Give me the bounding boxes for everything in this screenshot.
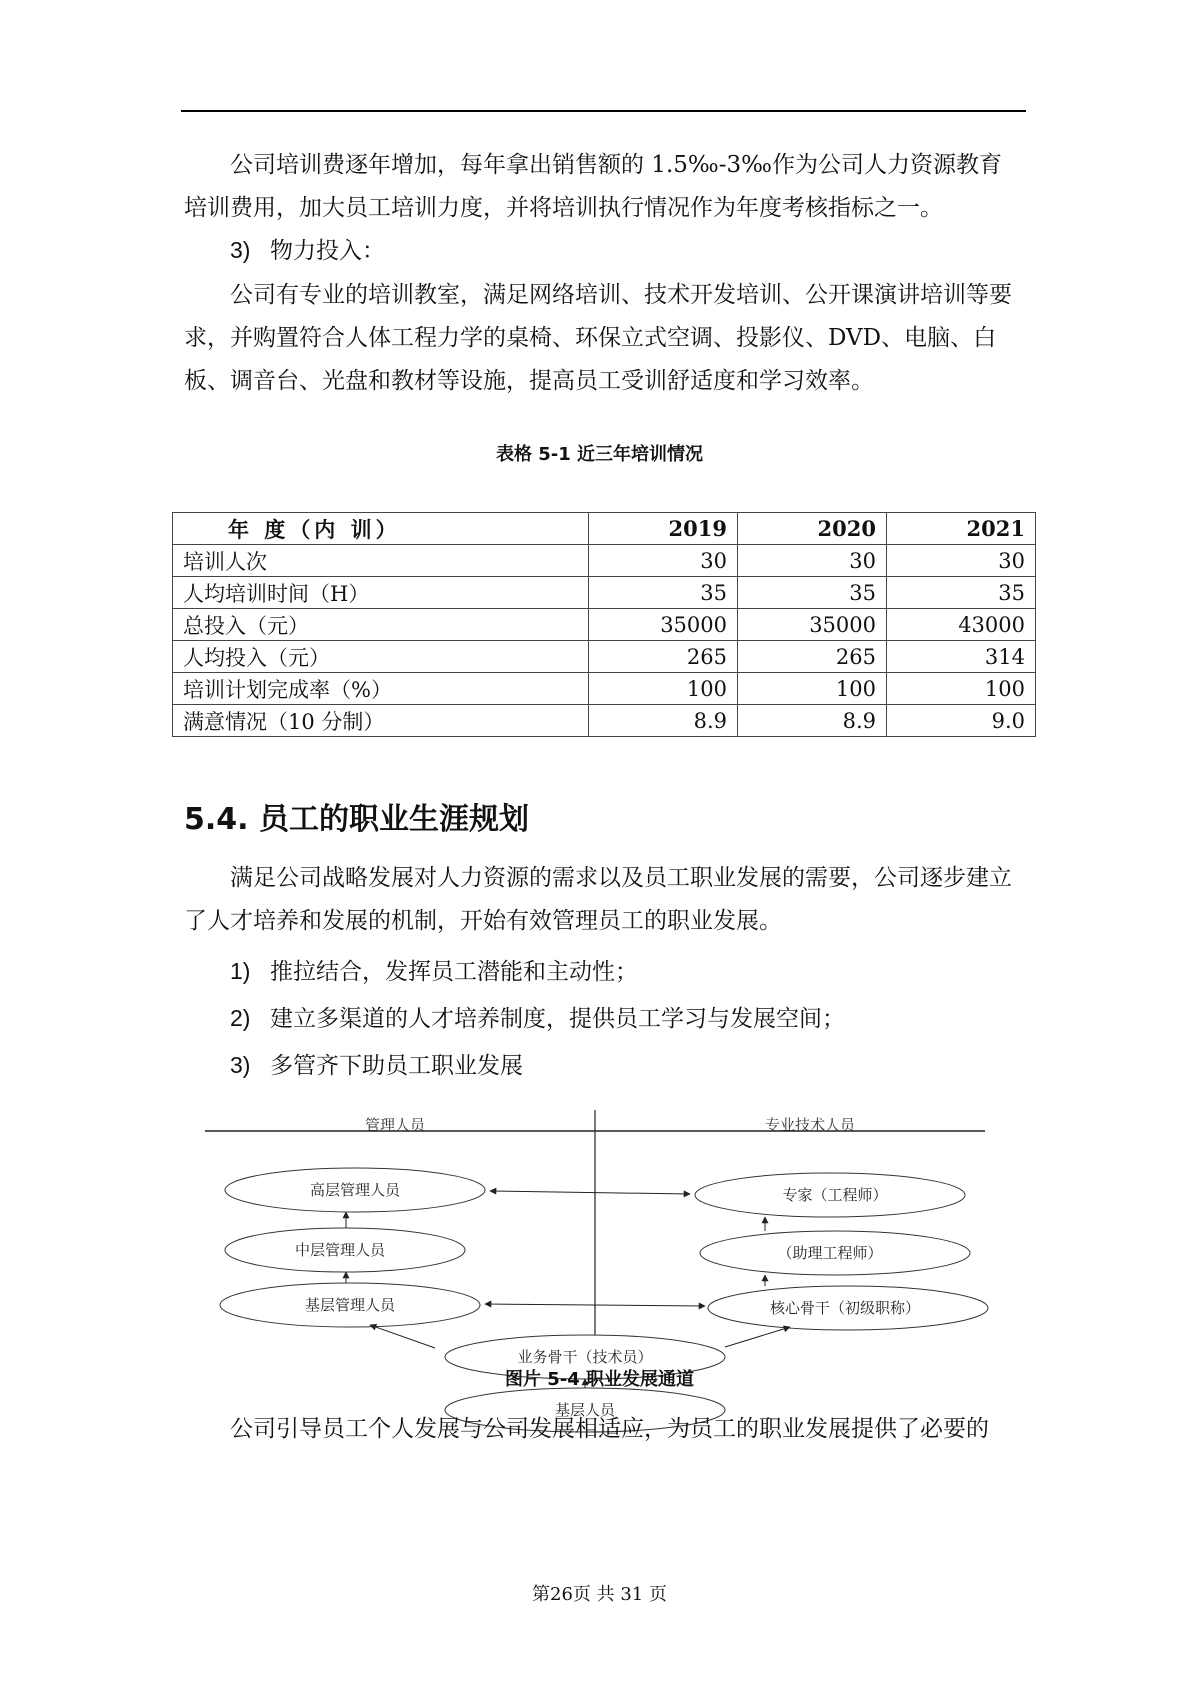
core-staff-label: 核心骨干（初级职称） xyxy=(769,1299,921,1317)
table-cell: 35 xyxy=(887,577,1036,609)
table-cell: 265 xyxy=(738,641,887,673)
table-cell: 30 xyxy=(887,545,1036,577)
table-cell: 265 xyxy=(589,641,738,673)
table-header-cell: 年 度（内 训） xyxy=(173,513,589,545)
table-row xyxy=(173,641,1036,673)
table-row xyxy=(173,705,1036,737)
list-text: 物力投入： xyxy=(270,238,385,264)
list-number: 3) xyxy=(230,1052,251,1078)
senior-mgmt-label: 高层管理人员 xyxy=(309,1181,401,1199)
training-table xyxy=(172,512,1036,737)
table-cell: 8.9 xyxy=(589,705,738,737)
table-header-row xyxy=(173,513,1036,545)
list-item-material-input xyxy=(230,235,385,266)
table-cell: 314 xyxy=(887,641,1036,673)
paragraph-career-intro: 满足公司战略发展对人力资源的需求以及员工职业发展的需要，公司逐步建立了人才培养和发展的机制，开始有效管理员工的职业发展。 xyxy=(184,865,1012,934)
list-item xyxy=(230,1003,845,1034)
section-title: 5.4. 员工的职业生涯规划 xyxy=(184,802,529,837)
table-cell: 培训人次 xyxy=(173,545,589,577)
figure-caption: 图片 5-4 职业发展通道 xyxy=(504,1369,695,1390)
right-header-label: 专业技术人员 xyxy=(764,1116,856,1134)
table-cell: 培训计划完成率（%） xyxy=(173,673,589,705)
list-number: 1) xyxy=(230,958,251,984)
table-cell: 35000 xyxy=(738,609,887,641)
paragraph-facilities: 公司有专业的培训教室，满足网络培训、技术开发培训、公开课演讲培训等要求，并购置符合人体工程力学的桌椅、环保立式空调、投影仪、DVD、电脑、白板、调音台、光盘和教材等设施，提高员工受训舒适度和学习效率。 xyxy=(184,282,1012,394)
table-cell: 8.9 xyxy=(738,705,887,737)
table-cell: 100 xyxy=(589,673,738,705)
paragraph-training-cost: 公司培训费逐年增加，每年拿出销售额的 1.5‰-3‰作为公司人力资源教育培训费用，加大员工培训力度，并将培训执行情况作为年度考核指标之一。 xyxy=(184,152,1003,221)
arrow-senior-expert xyxy=(490,1191,690,1194)
table-cell: 35000 xyxy=(589,609,738,641)
table-cell: 43000 xyxy=(887,609,1036,641)
list-number: 3) xyxy=(230,237,251,263)
expert-label: 专家（工程师） xyxy=(782,1186,888,1204)
table-cell: 100 xyxy=(738,673,887,705)
list-item xyxy=(230,1050,523,1081)
arrow-business-to-junior xyxy=(370,1325,435,1348)
table-header-cell: 2020 xyxy=(738,513,887,545)
list-text: 推拉结合，发挥员工潜能和主动性； xyxy=(270,959,638,985)
table-cell: 30 xyxy=(738,545,887,577)
header-rule xyxy=(181,110,1026,112)
table-caption: 表格 5-1 近三年培训情况 xyxy=(495,444,704,465)
table-cell: 35 xyxy=(738,577,887,609)
business-staff-label: 业务骨干（技术员） xyxy=(517,1348,653,1366)
list-item xyxy=(230,956,638,987)
table-cell: 100 xyxy=(887,673,1036,705)
table-row xyxy=(173,673,1036,705)
table-cell: 30 xyxy=(589,545,738,577)
assistant-engineer-label: （助理工程师） xyxy=(777,1244,883,1262)
entry-staff-label: 基层人员 xyxy=(554,1401,616,1419)
table-cell: 35 xyxy=(589,577,738,609)
paragraph-closing: 公司引导员工个人发展与公司发展相适应，为员工的职业发展提供了必要的 xyxy=(230,1416,989,1442)
arrow-business-to-core xyxy=(725,1327,790,1347)
table-row xyxy=(173,545,1036,577)
list-number: 2) xyxy=(230,1005,251,1031)
table-header-cell: 2019 xyxy=(589,513,738,545)
table-header-cell: 2021 xyxy=(887,513,1036,545)
table-row xyxy=(173,609,1036,641)
table-cell: 总投入（元） xyxy=(173,609,589,641)
table-cell: 人均培训时间（H） xyxy=(173,577,589,609)
junior-mgmt-label: 基层管理人员 xyxy=(304,1296,396,1314)
middle-mgmt-label: 中层管理人员 xyxy=(294,1241,386,1259)
list-text: 多管齐下助员工职业发展 xyxy=(270,1053,523,1079)
table-cell: 9.0 xyxy=(887,705,1036,737)
page-footer: 第26页 共 31 页 xyxy=(532,1584,667,1605)
table-cell: 人均投入（元） xyxy=(173,641,589,673)
left-header-label: 管理人员 xyxy=(364,1116,426,1134)
table-row xyxy=(173,577,1036,609)
list-text: 建立多渠道的人才培养制度，提供员工学习与发展空间； xyxy=(270,1006,845,1032)
table-cell: 满意情况（10 分制） xyxy=(173,705,589,737)
